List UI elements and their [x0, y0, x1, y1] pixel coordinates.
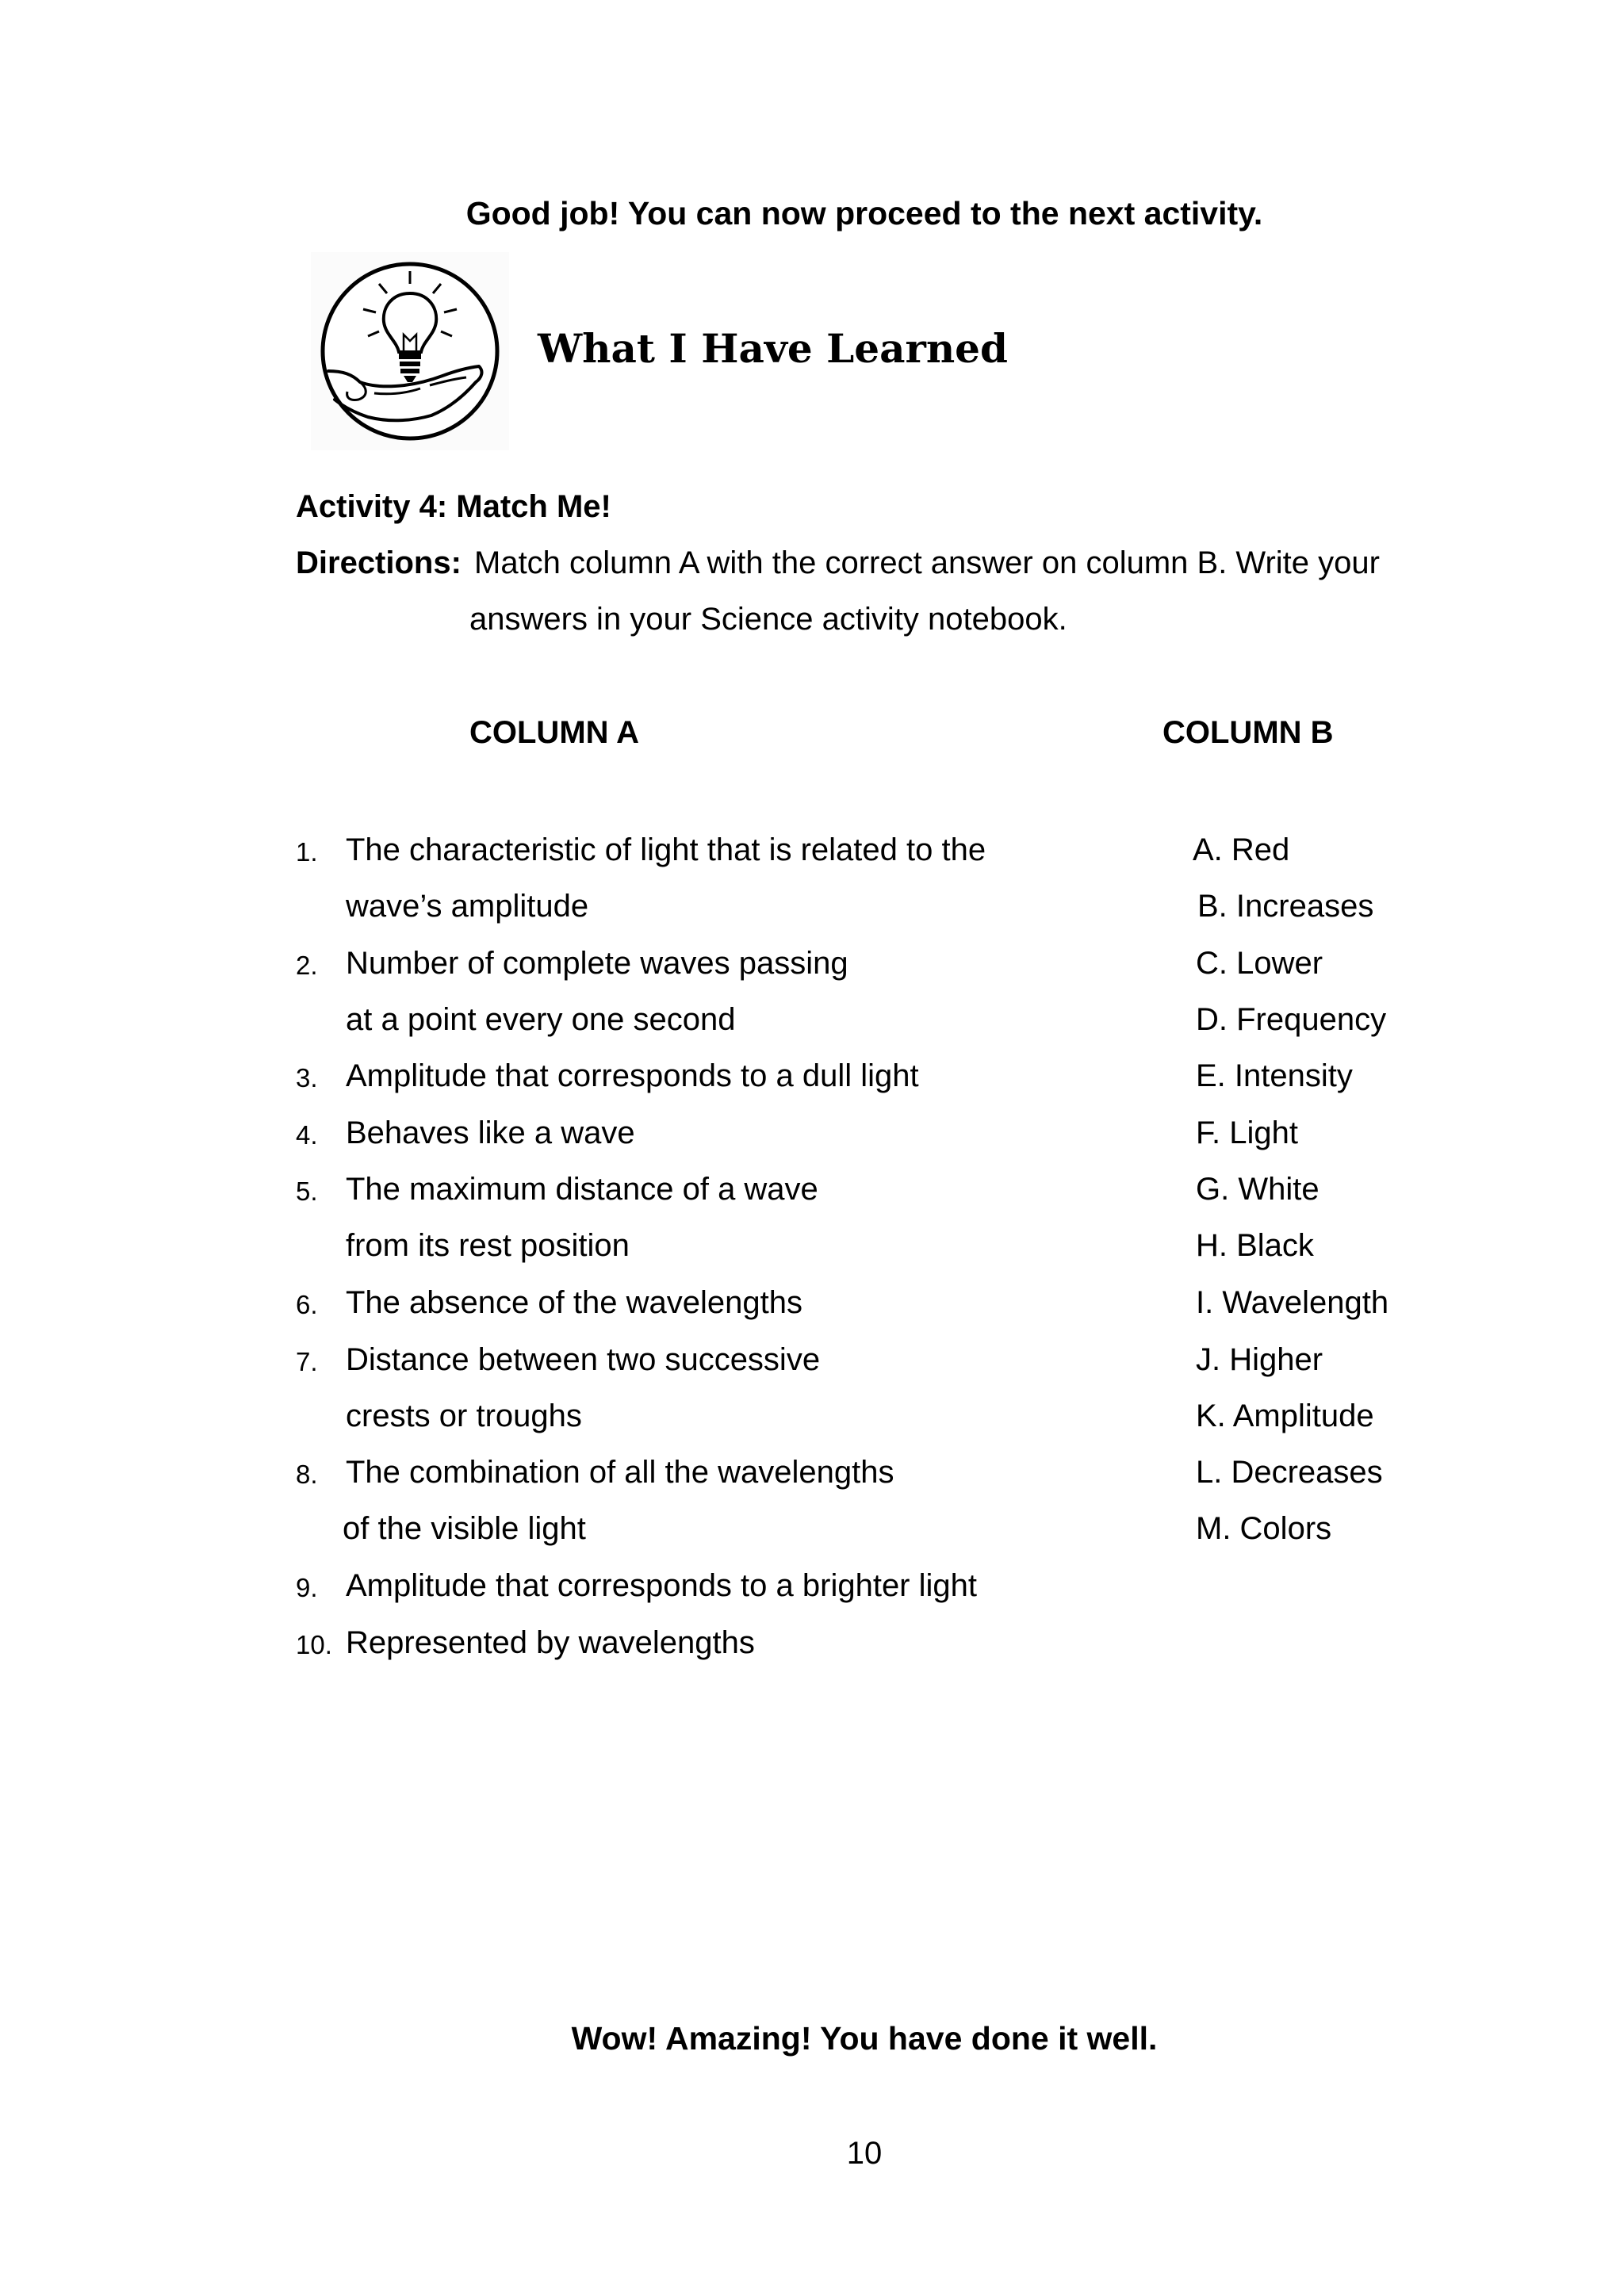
column-a-item-text: The combination of all the wavelengths [346, 1455, 894, 1490]
column-b-answer: A. Red [1193, 832, 1290, 867]
column-a-item-text: The absence of the wavelengths [346, 1285, 802, 1320]
column-a-item-text: Behaves like a wave [346, 1115, 635, 1150]
column-b-heading: COLUMN B [1162, 715, 1334, 750]
column-a-item-text: The characteristic of light that is related to the [346, 832, 986, 867]
column-b-answer: E. Intensity [1196, 1058, 1353, 1093]
column-b-answer: M. Colors [1196, 1511, 1332, 1546]
page-number: 10 [846, 2136, 883, 2171]
column-a-item-text: crests or troughs [346, 1399, 582, 1433]
header-message: Good job! You can now proceed to the next activity. [465, 195, 1263, 232]
column-b-answer: C. Lower [1196, 946, 1323, 981]
column-b-answer: H. Black [1196, 1228, 1314, 1263]
item-number: 5. [296, 1177, 318, 1206]
item-number: 9. [296, 1573, 318, 1602]
item-number: 7. [296, 1347, 318, 1376]
item-number: 1. [296, 837, 318, 867]
footer-message: Wow! Amazing! You have done it well. [571, 2020, 1158, 2057]
column-b-answer: D. Frequency [1196, 1002, 1387, 1037]
column-a-item-text: wave’s amplitude [346, 889, 589, 924]
item-number: 6. [296, 1290, 318, 1319]
column-a-item-text: of the visible light [343, 1511, 586, 1546]
column-a-item-text: Number of complete waves passing [346, 946, 848, 981]
item-number: 8. [296, 1460, 318, 1489]
column-b-answer: L. Decreases [1196, 1455, 1383, 1490]
column-b-answer: B. Increases [1197, 889, 1374, 924]
directions-label: Directions: [296, 545, 462, 580]
directions-text-line-2: answers in your Science activity notebook. [469, 602, 1067, 637]
item-number: 4. [296, 1120, 318, 1150]
column-a-item-text: Amplitude that corresponds to a dull light [346, 1058, 919, 1093]
column-b-answer: K. Amplitude [1196, 1399, 1374, 1433]
column-b-answer: F. Light [1196, 1115, 1298, 1150]
column-a-item-text: at a point every one second [346, 1002, 736, 1037]
directions-text-line-1: Match column A with the correct answer on column B. Write your [474, 545, 1380, 580]
column-b-answer: J. Higher [1196, 1342, 1323, 1377]
column-a-heading: COLUMN A [469, 715, 640, 750]
column-a-item-text: from its rest position [346, 1228, 630, 1263]
column-a-item-text: Distance between two successive [346, 1342, 821, 1377]
column-a-item-text: The maximum distance of a wave [346, 1172, 818, 1207]
activity-title: Activity 4: Match Me! [296, 489, 611, 524]
column-a-item-text: Amplitude that corresponds to a brighter light [346, 1568, 977, 1603]
column-a-item-text: Represented by wavelengths [346, 1625, 755, 1660]
item-number: 2. [296, 951, 318, 980]
item-number: 3. [296, 1063, 318, 1093]
column-b-answer: I. Wavelength [1196, 1285, 1389, 1320]
lightbulb-in-hand-icon [311, 252, 509, 450]
column-b-answer: G. White [1196, 1172, 1320, 1207]
section-title: What I Have Learned [538, 325, 1008, 372]
item-number: 10. [296, 1630, 332, 1659]
